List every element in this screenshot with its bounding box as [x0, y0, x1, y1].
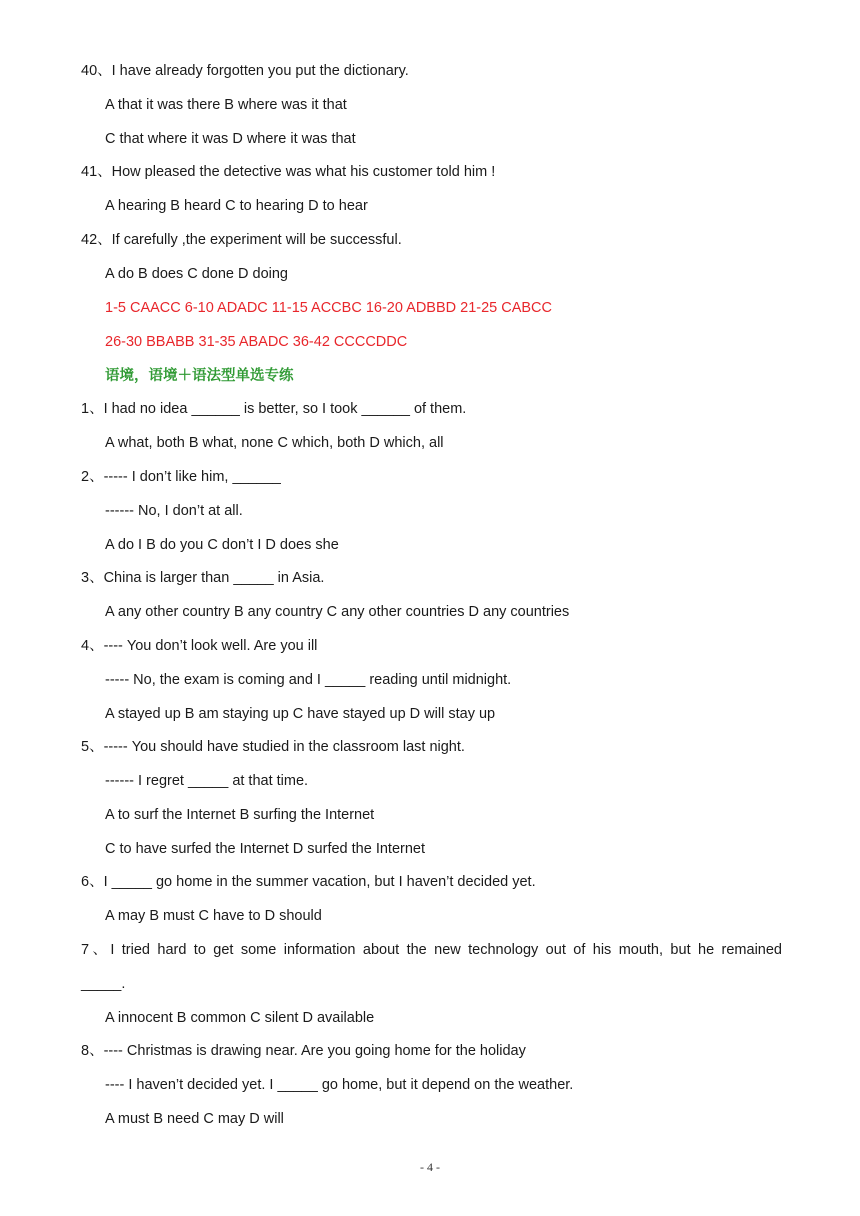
question-40: 40、I have already forgotten you put the dictionary.	[81, 63, 409, 79]
question-2-reply: ------ No, I don’t at all.	[105, 503, 243, 519]
question-1-options: A what, both B what, none C which, both D which, all	[105, 435, 444, 451]
question-2-options: A do I B do you C don’t I D does she	[105, 537, 339, 553]
question-5-options-ab: A to surf the Internet B surfing the Internet	[105, 807, 375, 823]
question-5-reply: ------ I regret _____ at that time.	[105, 773, 309, 789]
question-5-options-cd: C to have surfed the Internet D surfed the Internet	[105, 841, 425, 857]
question-8-reply: ---- I haven’t decided yet. I _____ go home, but it depend on the weather.	[105, 1077, 574, 1093]
question-5: 5、----- You should have studied in the classroom last night.	[81, 739, 465, 755]
question-4-options: A stayed up B am staying up C have stayed up D will stay up	[105, 706, 496, 722]
question-41: 41、How pleased the detective was what his customer told him !	[81, 164, 496, 180]
question-6-options: A may B must C have to D should	[105, 908, 322, 924]
question-8-options: A must B need C may D will	[105, 1111, 284, 1127]
section-heading: 语境，语境＋语法型单选专练	[105, 368, 294, 384]
question-1: 1、I had no idea ______ is better, so I took ______ of them.	[81, 401, 467, 417]
question-7-continued: _____.	[81, 976, 126, 992]
question-8: 8、---- Christmas is drawing near. Are you going home for the holiday	[81, 1043, 526, 1059]
question-3: 3、China is larger than _____ in Asia.	[81, 570, 325, 586]
question-40-options-ab: A that it was there B where was it that	[105, 97, 347, 113]
question-42: 42、If carefully ,the experiment will be successful.	[81, 232, 402, 248]
page-number: - 4 -	[420, 1160, 440, 1174]
question-41-options: A hearing B heard C to hearing D to hear	[105, 198, 368, 214]
question-7-options: A innocent B common C silent D available	[105, 1010, 375, 1026]
answer-key-line-1: 1-5 CAACC 6-10 ADADC 11-15 ACCBC 16-20 ADBBD 21-25 CABCC	[105, 300, 553, 316]
question-40-options-cd: C that where it was D where it was that	[105, 131, 356, 147]
question-6: 6、I _____ go home in the summer vacation, but I haven’t decided yet.	[81, 874, 536, 890]
question-7: 7、I tried hard to get some information about the new technology out of his mouth, but he remained	[81, 942, 782, 958]
question-42-options: A do B does C done D doing	[105, 266, 288, 282]
question-2: 2、----- I don’t like him, ______	[81, 469, 281, 485]
question-3-options: A any other country B any country C any other countries D any countries	[105, 604, 570, 620]
question-4: 4、---- You don’t look well. Are you ill	[81, 638, 318, 654]
question-4-reply: ----- No, the exam is coming and I _____ reading until midnight.	[105, 672, 512, 688]
answer-key-line-2: 26-30 BBABB 31-35 ABADC 36-42 CCCCDDC	[105, 334, 408, 350]
